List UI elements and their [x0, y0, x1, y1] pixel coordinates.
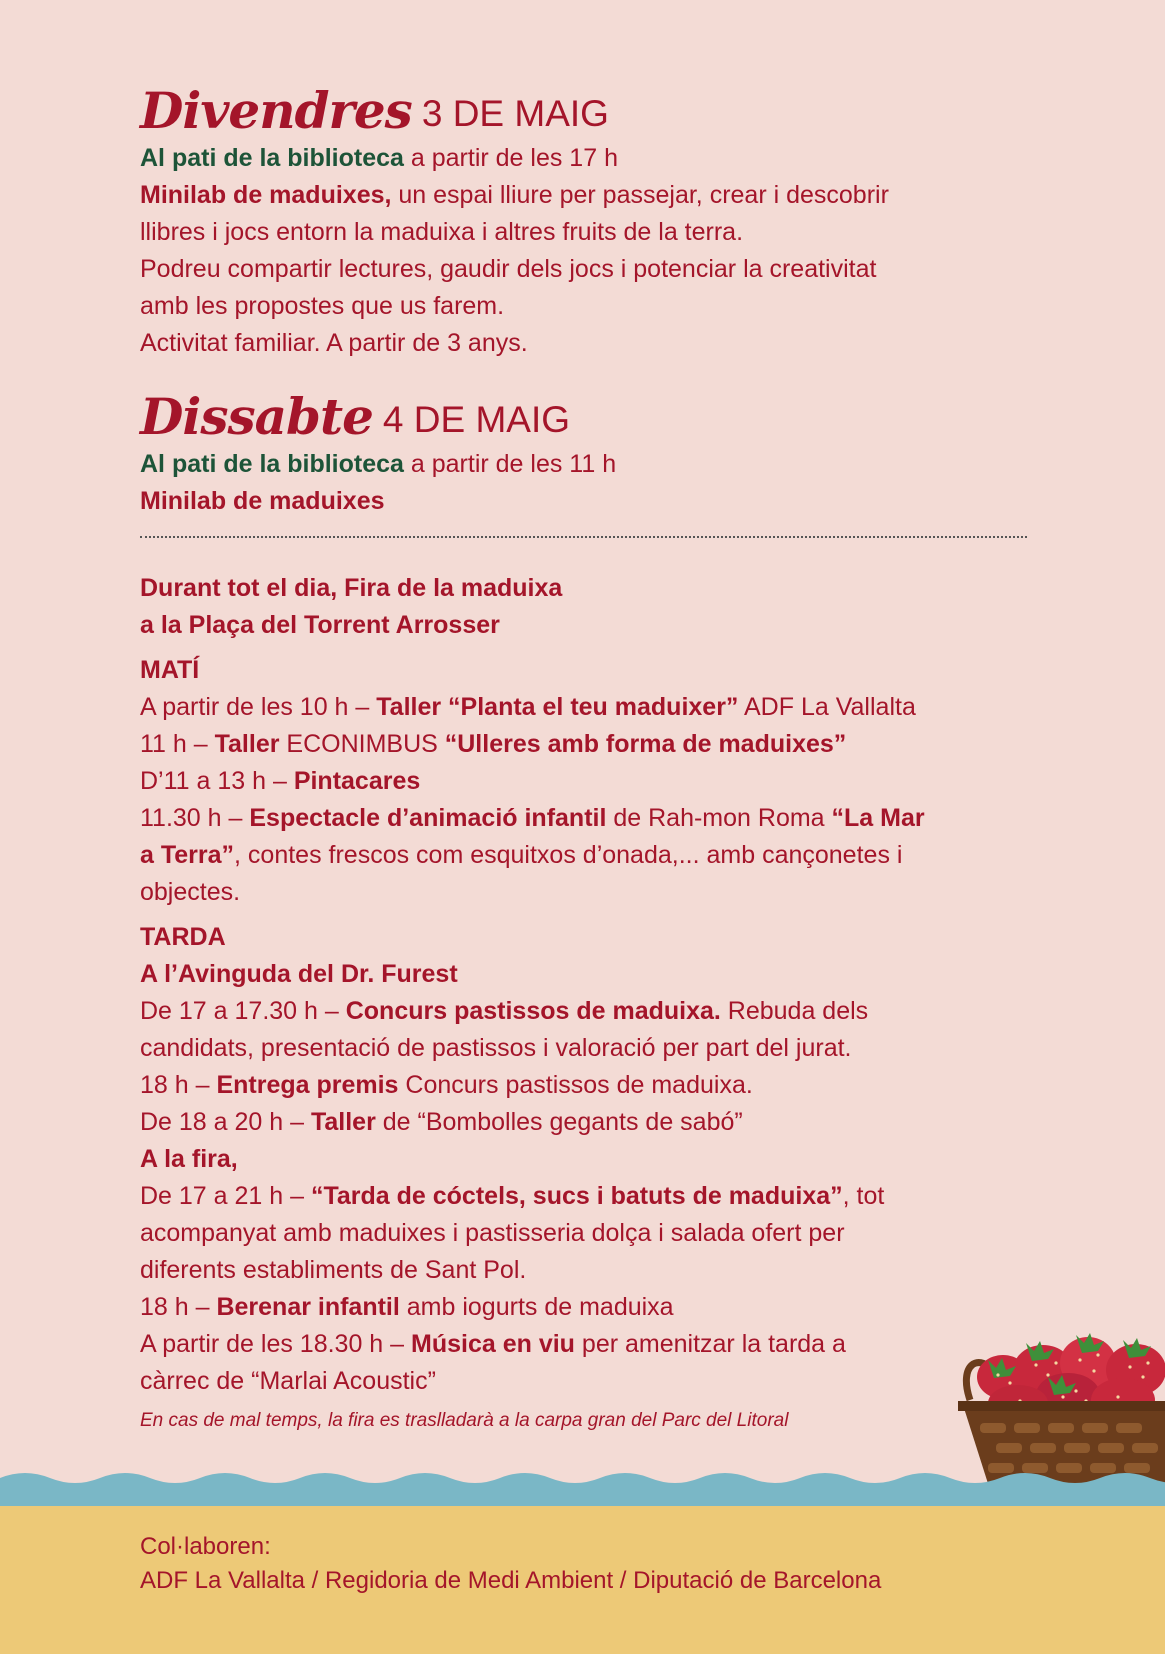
event-title: Taller — [214, 730, 280, 758]
friday-desc-line: amb les propostes que us farem. — [140, 292, 505, 320]
friday-desc-line: llibres i jocs entorn la maduixa i altres fruits de la terra. — [140, 218, 744, 246]
event-time: 18 h – — [140, 1071, 217, 1099]
program-content — [140, 70, 1040, 1455]
morning-heading: MATÍ — [140, 656, 200, 684]
saturday-heading — [140, 376, 1040, 446]
friday-desc-line: Podreu compartir lectures, gaudir dels jocs i potenciar la creativitat — [140, 255, 877, 283]
event-title: Pintacares — [293, 767, 421, 795]
collaborators-list: ADF La Vallalta / Regidoria de Medi Ambient / Diputació de Barcelona — [140, 1567, 882, 1594]
event-time: A partir de les 18.30 h – — [140, 1330, 412, 1358]
friday-day-name: Divendres — [140, 81, 412, 140]
event-title: a Terra” — [140, 841, 235, 869]
morning-event — [140, 689, 1040, 726]
sea-waves — [0, 1466, 1165, 1506]
event-title: “Tarda de cóctels, sucs i batuts de maduixa” — [310, 1182, 843, 1210]
event-detail: , tot — [842, 1182, 885, 1210]
event-title: “Ulleres amb forma de maduixes” — [444, 730, 847, 758]
friday-activity — [140, 177, 1040, 214]
event-title: Concurs pastissos de maduixa. — [345, 997, 721, 1025]
event-time: 11.30 h – — [140, 804, 250, 832]
saturday-date: 4 DE MAIG — [382, 399, 571, 440]
event-detail: , contes frescos com esquitxos d’onada,... amb cançonetes i — [234, 841, 903, 869]
event-time: De 17 a 17.30 h – — [140, 997, 346, 1025]
friday-activity-title: Minilab de maduixes, — [140, 181, 392, 209]
event-title: “La Mar — [831, 804, 925, 832]
friday-date: 3 DE MAIG — [421, 93, 609, 134]
event-title: Entrega premis — [216, 1071, 399, 1099]
friday-location — [140, 140, 1040, 177]
afternoon-event-cont: càrrec de “Marlai Acoustic” — [140, 1367, 436, 1395]
saturday-activity-title: Minilab de maduixes — [140, 487, 385, 515]
friday-location-time: a partir de les 17 h — [403, 144, 618, 172]
afternoon-event-cont: diferents establiments de Sant Pol. — [140, 1256, 527, 1284]
afternoon-event — [140, 1178, 1040, 1215]
event-time: De 18 a 20 h – — [140, 1108, 311, 1136]
afternoon-event — [140, 1104, 1040, 1141]
morning-event — [140, 763, 1040, 800]
friday-location-place: Al pati de la biblioteca — [140, 144, 404, 172]
event-detail: ADF La Vallalta — [738, 693, 916, 721]
afternoon-event — [140, 1067, 1040, 1104]
event-title: Taller — [310, 1108, 376, 1136]
event-time: 11 h – — [140, 730, 215, 758]
event-detail: de Rah-mon Roma — [606, 804, 832, 832]
morning-event-cont: objectes. — [140, 878, 241, 906]
afternoon-event-cont: candidats, presentació de pastissos i valoració per part del jurat. — [140, 1034, 852, 1062]
afternoon-event — [140, 993, 1040, 1030]
friday-activity-desc: un espai lliure per passejar, crear i descobrir — [391, 181, 889, 209]
afternoon-event-cont: acompanyat amb maduixes i pastisseria dolça i salada ofert per — [140, 1219, 845, 1247]
event-time: 18 h – — [140, 1293, 217, 1321]
saturday-day-name: Dissabte — [140, 387, 373, 446]
collaborators-label: Col·laboren: — [140, 1533, 271, 1560]
afternoon-fair-location: A la fira, — [140, 1145, 238, 1173]
morning-event — [140, 726, 1040, 763]
weather-note: En cas de mal temps, la fira es traslladarà a la carpa gran del Parc del Litoral — [140, 1410, 789, 1431]
morning-event-cont — [140, 837, 1040, 874]
saturday-location — [140, 446, 1040, 483]
morning-event — [140, 800, 1040, 837]
collaborators — [140, 1530, 881, 1598]
section-divider — [140, 536, 1027, 538]
saturday-location-time: a partir de les 11 h — [403, 450, 617, 478]
event-detail: Concurs pastissos de maduixa. — [398, 1071, 753, 1099]
event-title: Espectacle d’animació infantil — [249, 804, 607, 832]
event-detail: per amenitzar la tarda a — [574, 1330, 846, 1358]
event-detail: de “Bombolles gegants de sabó” — [375, 1108, 743, 1136]
afternoon-location: A l’Avinguda del Dr. Furest — [140, 960, 458, 988]
event-time: A partir de les 10 h – — [140, 693, 377, 721]
afternoon-event — [140, 1289, 1040, 1326]
afternoon-heading: TARDA — [140, 923, 226, 951]
event-title: Berenar infantil — [216, 1293, 400, 1321]
friday-heading — [140, 70, 1040, 140]
fair-title: Durant tot el dia, Fira de la maduixa — [140, 574, 563, 602]
saturday-location-place: Al pati de la biblioteca — [140, 450, 404, 478]
fair-location: a la Plaça del Torrent Arrosser — [140, 611, 500, 639]
event-time: De 17 a 21 h – — [140, 1182, 311, 1210]
event-detail: ECONIMBUS — [279, 730, 445, 758]
afternoon-event — [140, 1326, 1040, 1363]
event-title: Música en viu — [411, 1330, 575, 1358]
event-detail: amb iogurts de maduixa — [399, 1293, 674, 1321]
friday-desc-line: Activitat familiar. A partir de 3 anys. — [140, 329, 528, 357]
event-title: Taller “Planta el teu maduixer” — [376, 693, 739, 721]
event-time: D’11 a 13 h – — [140, 767, 294, 795]
event-detail: Rebuda dels — [720, 997, 869, 1025]
